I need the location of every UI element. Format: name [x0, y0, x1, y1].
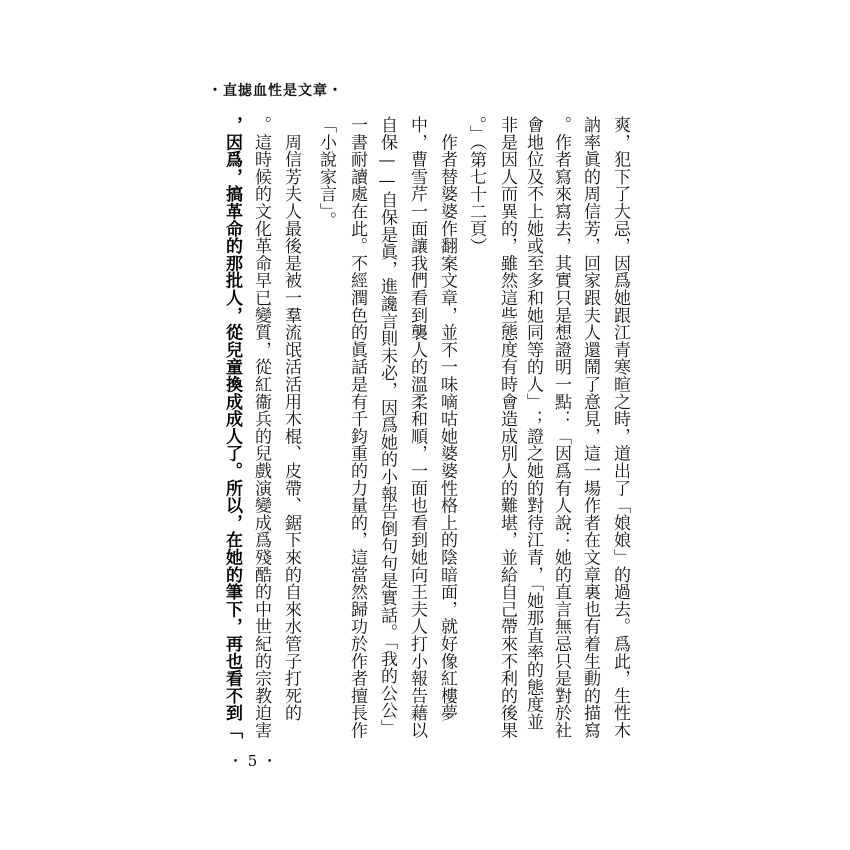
text-column-8: 中，曹雪芹一面讓我們看到襲人的溫柔和順，一面也看到她向王夫人打小報告藉以 — [407, 116, 427, 739]
text-column-6: 。」（第七十二頁） — [466, 116, 486, 255]
text-column-7: 作者替婆婆作翻案文章，並不一味嘀咕她婆婆性格上的陰暗面，就好像紅樓夢 — [437, 116, 457, 722]
page-number: ・ 5 ・ — [228, 752, 278, 770]
text-column-2: 訥率眞的周信芳，回家跟夫人還鬧了意見，這一場作者在文章裏也有着生動的描寫 — [580, 116, 600, 739]
text-column-1: 爽，犯下了大忌，因爲她跟江青寒暄之時，道出了「娘娘」的過去。爲此，生性木 — [610, 116, 630, 739]
text-column-12: 周信芳夫人最後是被一羣流氓活活用木棍、皮帶、鋸下來的自來水管子打死的 — [281, 116, 301, 722]
running-header: ・直摅血性是文章・ — [208, 83, 343, 99]
text-column-3: 。作者寫來寫去，其實只是想證明一點：「因爲有人說：她的直言無忌只是對於社 — [551, 116, 571, 739]
text-column-14-bold: ，因爲，搞革命的那批人，從兒童換成成人了。所以，在她的筆下，再也看不到「 — [222, 116, 242, 739]
text-column-11: 「小說家言」。 — [316, 116, 336, 229]
text-column-10: 一書耐讀處在此。不經潤色的眞話是有千鈞重的力量的，這當然歸功於作者擅長作 — [347, 116, 367, 739]
text-column-4: 會地位及不上她或至多和她同等的人」；證之她的對待江青，「她那直率的態度並 — [523, 116, 543, 731]
text-column-5: 非是因人而異的，雖然這些態度有時會造成別人的難堪，並給自己帶來不利的後果 — [497, 116, 517, 739]
text-column-13: 。這時候的文化革命早已變質，從紅衞兵的兒戲演變成爲殘酷的中世紀的宗教迫害 — [251, 116, 271, 739]
text-column-9: 自保——自保是眞，進讒言則未必，因爲她的小報告倒句句是實話。「我的公公」 — [377, 116, 397, 737]
